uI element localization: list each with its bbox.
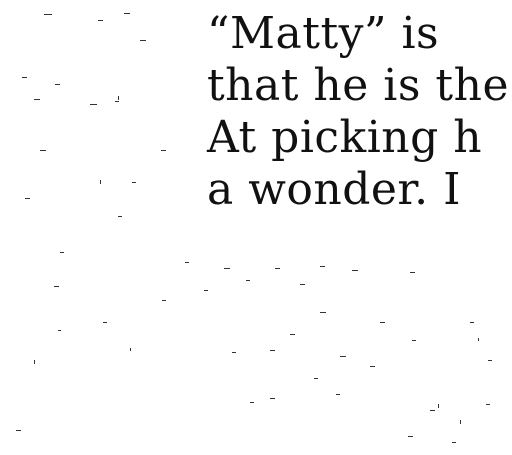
- text-line-4: a wonder. I: [207, 164, 461, 215]
- text-line-1: “Matty” is: [207, 8, 440, 59]
- document-text-block: [207, 8, 512, 216]
- text-line-3: At picking h: [207, 112, 483, 163]
- text-line-2: that he is the: [207, 60, 509, 111]
